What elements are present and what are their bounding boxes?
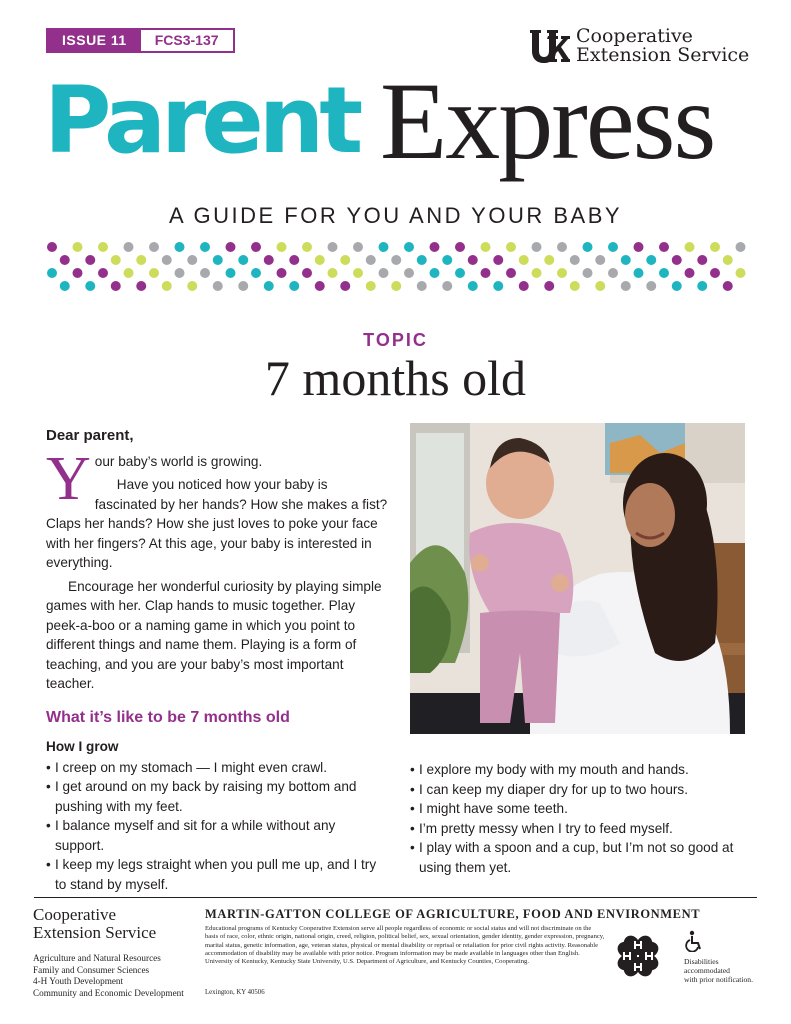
department: Family and Consumer Sciences — [33, 964, 150, 975]
decorative-dot — [47, 242, 57, 252]
decorative-dot — [187, 281, 197, 291]
grow-list-right — [410, 760, 746, 877]
decorative-dot — [570, 281, 580, 291]
decorative-dot — [200, 242, 210, 252]
decorative-dot — [646, 281, 656, 291]
decorative-dot — [621, 255, 631, 265]
department: Community and Economic Development — [33, 987, 184, 998]
decorative-dot — [264, 281, 274, 291]
decorative-dot — [621, 281, 631, 291]
list-item: • I explore my body with my mouth and hands. — [410, 760, 746, 780]
decorative-dot — [289, 255, 299, 265]
decorative-dot — [353, 268, 363, 278]
decorative-dot — [583, 268, 593, 278]
mother-holding-baby-photo — [410, 423, 745, 734]
section-heading: What it’s like to be 7 months old — [46, 708, 290, 726]
tagline: A GUIDE FOR YOU AND YOUR BABY — [168, 203, 623, 228]
list-item: • I’m pretty messy when I try to feed myself. — [410, 819, 746, 839]
decorative-dot — [328, 242, 338, 252]
decorative-dot — [60, 255, 70, 265]
masthead-express: Express — [380, 60, 715, 182]
decorative-dot — [136, 255, 146, 265]
decorative-dot — [723, 255, 733, 265]
list-item: • I get around on my back by raising my bottom and pushing with my feet. — [46, 777, 388, 816]
footer-brand: Cooperative Extension Service — [33, 905, 157, 942]
decorative-dot — [493, 255, 503, 265]
decorative-dot — [481, 268, 491, 278]
decorative-dot — [85, 255, 95, 265]
department: 4-H Youth Development — [33, 976, 124, 986]
accessibility-note: Disabilities accommodated with prior notification. — [684, 957, 753, 984]
decorative-dot — [736, 242, 746, 252]
list-item: • I play with a spoon and a cup, but I’m not so good at using them yet. — [410, 838, 746, 877]
decorative-dot — [685, 242, 695, 252]
decorative-dot — [187, 255, 197, 265]
decorative-dot — [723, 281, 733, 291]
subheading-how-i-grow: How I grow — [46, 739, 119, 754]
decorative-dot — [149, 268, 159, 278]
decorative-dot — [634, 268, 644, 278]
decorative-dot — [200, 268, 210, 278]
decorative-dot — [315, 255, 325, 265]
decorative-dot — [595, 255, 605, 265]
list-item: • I keep my legs straight when you pull me up, and I try to stand by myself. — [46, 855, 388, 894]
decorative-dot — [417, 255, 427, 265]
decorative-dot — [404, 242, 414, 252]
decorative-dot — [302, 268, 312, 278]
decorative-dot — [238, 255, 248, 265]
footer-divider — [34, 897, 757, 898]
decorative-dot — [289, 281, 299, 291]
decorative-dot — [557, 268, 567, 278]
decorative-dot — [277, 268, 287, 278]
decorative-dot — [47, 268, 57, 278]
decorative-dot — [162, 281, 172, 291]
decorative-dot — [646, 255, 656, 265]
decorative-dot — [379, 268, 389, 278]
footer-departments — [33, 953, 184, 999]
decorative-dot — [493, 281, 503, 291]
footer-address: Lexington, KY 40506 — [205, 989, 265, 996]
list-item: • I creep on my stomach — I might even crawl. — [46, 758, 388, 778]
decorative-dot — [519, 281, 529, 291]
decorative-dot — [213, 281, 223, 291]
decorative-dot — [175, 242, 185, 252]
decorative-dot-pattern — [46, 241, 746, 297]
decorative-dot — [340, 281, 350, 291]
intro-paragraph: Y our baby’s world is growing. — [46, 444, 263, 513]
paragraph-curiosity: Encourage her wonderful curiosity by playing simple games with her. Clap hands to music together. Play peek-a-boo or a naming game in which you point to different things and name them. Playing is a form of teaching, and you are your baby’s most important teacher. — [46, 578, 382, 691]
decorative-dot — [634, 242, 644, 252]
decorative-dot — [391, 281, 401, 291]
decorative-dot — [111, 281, 121, 291]
decorative-dot — [659, 268, 669, 278]
decorative-dot — [175, 268, 185, 278]
decorative-dot — [379, 242, 389, 252]
decorative-dot — [583, 242, 593, 252]
four-h-clover-icon — [610, 928, 666, 984]
decorative-dot — [366, 281, 376, 291]
decorative-dot — [544, 281, 554, 291]
decorative-dot — [608, 268, 618, 278]
org-name: Cooperative Extension Service — [576, 25, 750, 66]
decorative-dot — [697, 281, 707, 291]
paragraph-hands: Have you noticed how your baby is fascinated by her hands? How she makes a fist? Claps her hands? How she just loves to poke your face with her fingers? At this age, your baby is interested in everything. — [46, 477, 388, 570]
decorative-dot — [468, 255, 478, 265]
issue-badge — [46, 28, 235, 53]
topic-title: 7 months old — [264, 350, 527, 406]
decorative-dot — [149, 242, 159, 252]
decorative-dot — [124, 242, 134, 252]
list-item: • I balance myself and sit for a while without any support. — [46, 816, 388, 855]
decorative-dot — [506, 242, 516, 252]
issue-number: ISSUE 11 — [48, 30, 141, 51]
decorative-dot — [455, 268, 465, 278]
decorative-dot — [455, 242, 465, 252]
decorative-dot — [226, 268, 236, 278]
decorative-dot — [481, 242, 491, 252]
decorative-dot — [213, 255, 223, 265]
legal-statement: Educational programs of Kentucky Cooperative Extension serve all people regardless of economic or social status and will not discriminate on the basis of race, color, ethnic origin, national origin, creed, religion, political belief, sex, sexual orientation, gender identity, gender expression, pregnancy, marital status, genetic information, age, veteran status, physical or mental disability or reprisal or retaliation for prior civil rights activity. Reasonable accommodation of disability may be available with prior notice. Program information may be made available in languages other than English. University of Kentucky, Kentucky State University, U.S. Department of Agriculture, and Kentucky Counties, Cooperating. — [205, 925, 605, 966]
decorative-dot — [404, 268, 414, 278]
decorative-dot — [417, 281, 427, 291]
decorative-dot — [366, 255, 376, 265]
decorative-dot — [697, 255, 707, 265]
decorative-dot — [73, 242, 83, 252]
masthead — [44, 60, 754, 196]
decorative-dot — [430, 242, 440, 252]
decorative-dot — [736, 268, 746, 278]
decorative-dot — [519, 255, 529, 265]
decorative-dot — [570, 255, 580, 265]
decorative-dot — [226, 242, 236, 252]
wheelchair-accessibility-icon — [684, 930, 704, 952]
decorative-dot — [277, 242, 287, 252]
drop-cap: Y — [46, 444, 91, 513]
decorative-dot — [468, 281, 478, 291]
decorative-dot — [506, 268, 516, 278]
decorative-dot — [73, 268, 83, 278]
decorative-dot — [353, 242, 363, 252]
masthead-parent: Parent — [44, 67, 359, 174]
decorative-dot — [136, 281, 146, 291]
decorative-dot — [302, 242, 312, 252]
decorative-dot — [557, 242, 567, 252]
decorative-dot — [340, 255, 350, 265]
decorative-dot — [544, 255, 554, 265]
decorative-dot — [238, 281, 248, 291]
decorative-dot — [264, 255, 274, 265]
decorative-dot — [710, 242, 720, 252]
decorative-dot — [60, 281, 70, 291]
decorative-dot — [251, 268, 261, 278]
list-item: • I might have some teeth. — [410, 799, 746, 819]
decorative-dot — [162, 255, 172, 265]
decorative-dot — [111, 255, 121, 265]
decorative-dot — [442, 281, 452, 291]
decorative-dot — [85, 281, 95, 291]
decorative-dot — [98, 242, 108, 252]
decorative-dot — [442, 255, 452, 265]
greeting: Dear parent, — [46, 427, 134, 444]
letter-column — [46, 426, 388, 894]
decorative-dot — [710, 268, 720, 278]
grow-list-left — [46, 758, 388, 895]
list-item: • I can keep my diaper dry for up to two hours. — [410, 780, 746, 800]
decorative-dot — [595, 281, 605, 291]
decorative-dot — [659, 242, 669, 252]
decorative-dot — [608, 242, 618, 252]
decorative-dot — [532, 242, 542, 252]
decorative-dot — [391, 255, 401, 265]
decorative-dot — [98, 268, 108, 278]
decorative-dot — [672, 255, 682, 265]
college-name: MARTIN-GATTON COLLEGE OF AGRICULTURE, FOOD AND ENVIRONMENT — [205, 907, 701, 921]
decorative-dot — [532, 268, 542, 278]
decorative-dot — [315, 281, 325, 291]
publication-code: FCS3-137 — [154, 32, 219, 48]
decorative-dot — [328, 268, 338, 278]
decorative-dot — [685, 268, 695, 278]
decorative-dot — [251, 242, 261, 252]
department: Agriculture and Natural Resources — [33, 953, 161, 963]
decorative-dot — [124, 268, 134, 278]
decorative-dot — [672, 281, 682, 291]
topic-label: TOPIC — [363, 330, 428, 350]
decorative-dot — [430, 268, 440, 278]
